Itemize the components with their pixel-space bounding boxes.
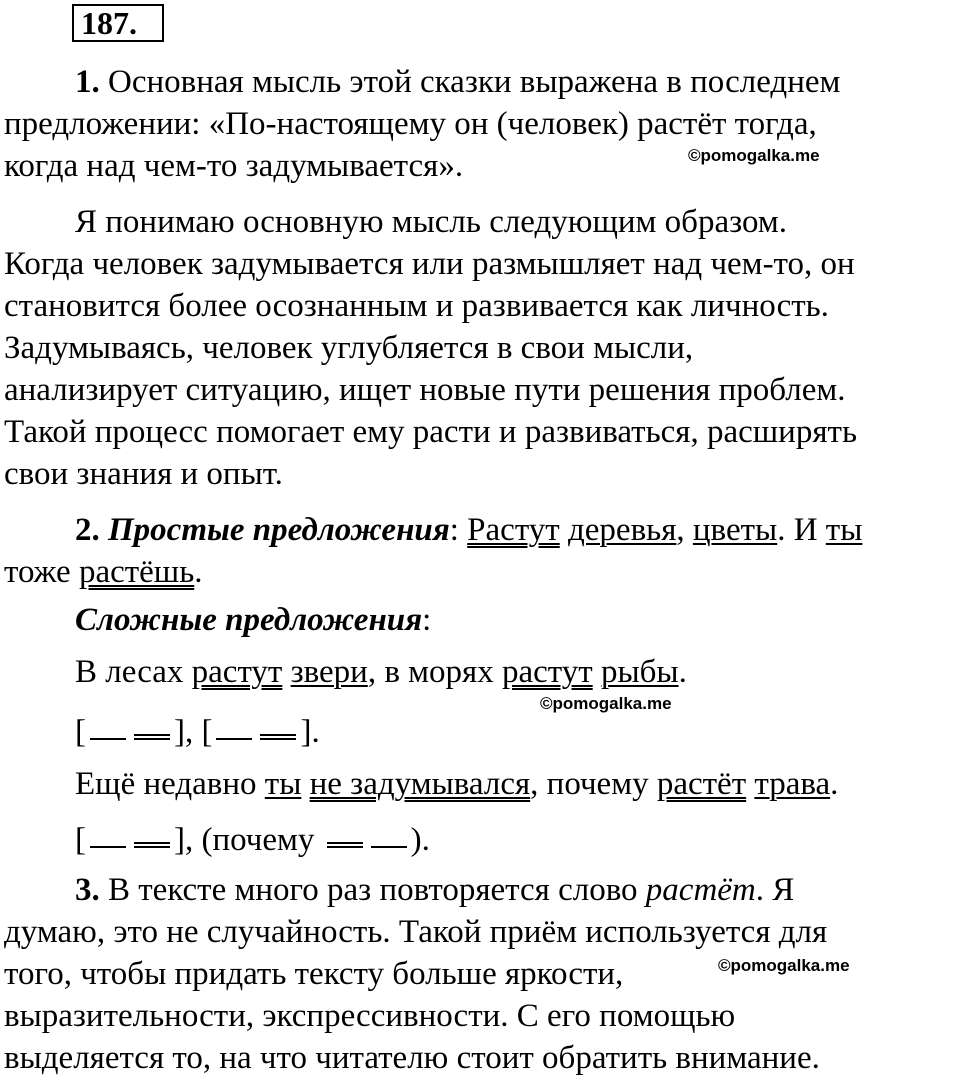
part1-number: 1.	[75, 64, 100, 100]
predicate-mark	[260, 734, 296, 740]
subject: рыбы	[600, 654, 679, 690]
simple-sentences-label: Простые предложения	[108, 512, 450, 548]
watermark-2: ©pomogalka.me	[540, 694, 672, 713]
part2-number: 2.	[75, 512, 100, 548]
scheme-2: [ ], (почему ).	[75, 822, 430, 858]
subject-mark	[90, 738, 126, 740]
part1-p2-line-6: Такой процесс помогает ему расти и развиваться, расширять	[4, 414, 857, 450]
predicate: растут	[191, 654, 283, 690]
part1-line-3: когда над чем-то задумывается».	[4, 148, 464, 184]
subject: ты	[264, 766, 302, 802]
predicate: растёт	[656, 766, 747, 802]
predicate: растут	[502, 654, 593, 690]
predicate: не задумывался	[309, 766, 531, 802]
watermark-3: ©pomogalka.me	[718, 956, 850, 975]
watermark-1: ©pomogalka.me	[688, 146, 820, 165]
part1-p2-line-5: анализирует ситуацию, ищет новые пути решения проблем.	[4, 372, 846, 408]
part2-line-1: 2. Простые предложения: Растут деревья, цветы. И ты	[75, 512, 863, 548]
part1-p2-line-2: Когда человек задумывается или размышляет над чем-то, он	[4, 246, 855, 282]
subject: цветы	[692, 512, 778, 548]
subject-mark	[371, 846, 407, 848]
part1-p2-line-3: становится более осознанным и развивается как личность.	[4, 288, 829, 324]
part1-p2-line-4: Задумываясь, человек углубляется в свои мысли,	[4, 330, 694, 366]
subject: трава	[754, 766, 831, 802]
part1-p2-line-1: Я понимаю основную мысль следующим образом.	[75, 204, 787, 240]
part1-p2-line-7: свои знания и опыт.	[4, 456, 283, 492]
predicate: растёшь	[78, 554, 195, 590]
predicate-mark	[134, 734, 170, 740]
subject: ты	[825, 512, 863, 548]
predicate-mark	[327, 842, 363, 848]
task-number-box: 187.	[72, 4, 164, 42]
part3-line-1: 3. В тексте много раз повторяется слово растёт. Я	[75, 872, 795, 908]
part2-line-2: тоже растёшь.	[4, 554, 203, 590]
part3-line-3: того, чтобы придать тексту больше яркости,	[4, 956, 624, 992]
task-number: 187	[81, 5, 129, 41]
complex-sentences-heading: Сложные предложения:	[75, 602, 432, 638]
subject: деревья	[567, 512, 677, 548]
subject: звери	[290, 654, 368, 690]
part1-line-2: предложении: «По-настоящему он (человек) растёт тогда,	[4, 106, 817, 142]
part3-line-5: выделяется то, на что читателю стоит обратить внимание.	[4, 1040, 820, 1076]
part1-line-1: 1. Основная мысль этой сказки выражена в последнем	[75, 64, 841, 100]
subject-mark	[216, 738, 252, 740]
complex-sentence-2: Ещё недавно ты не задумывался, почему растёт трава.	[75, 766, 839, 802]
subject-mark	[90, 846, 126, 848]
predicate-mark	[134, 842, 170, 848]
complex-sentences-label: Сложные предложения	[75, 602, 423, 638]
predicate: Растут	[467, 512, 560, 548]
scheme-1: [ ], [ ].	[75, 714, 320, 750]
complex-sentence-1: В лесах растут звери, в морях растут рыбы.	[75, 654, 687, 690]
part3-line-2: думаю, это не случайность. Такой приём используется для	[4, 914, 828, 950]
part3-line-4: выразительности, экспрессивности. С его помощью	[4, 998, 736, 1034]
part3-number: 3.	[75, 872, 100, 908]
